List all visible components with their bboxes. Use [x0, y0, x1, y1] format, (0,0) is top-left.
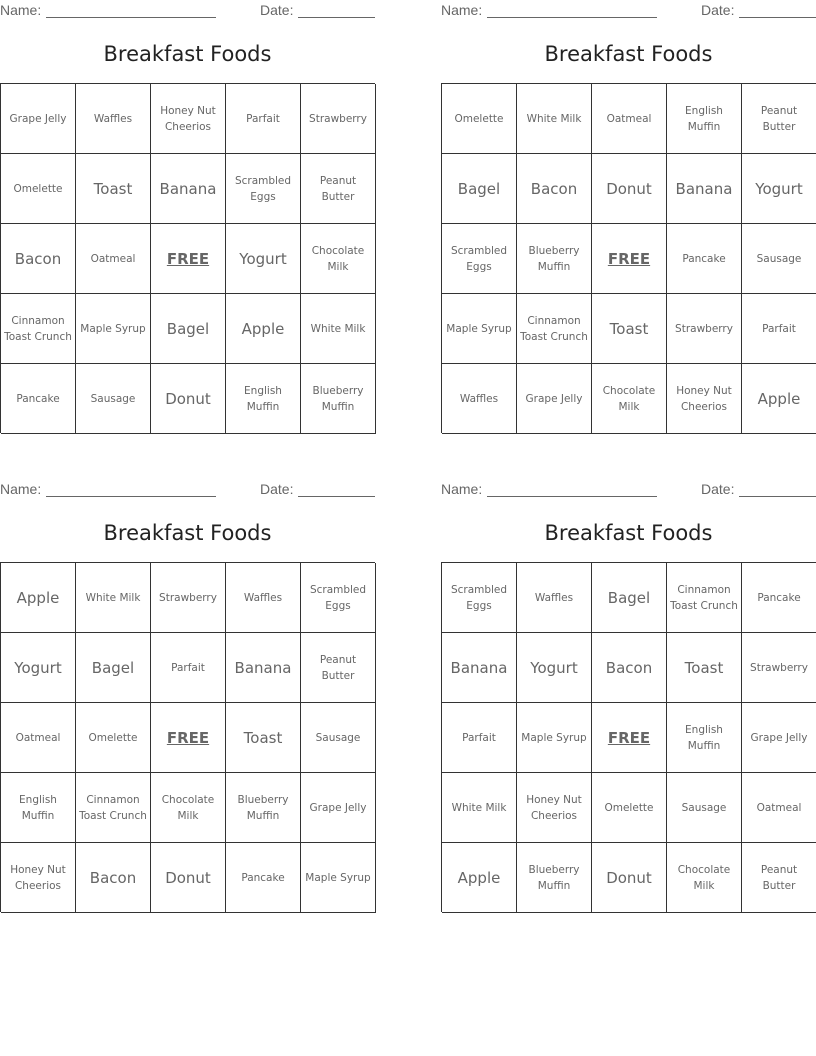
- card-title: Breakfast Foods: [103, 42, 272, 66]
- bingo-cell[interactable]: Cinnamon Toast Crunch: [1, 294, 76, 364]
- bingo-cell[interactable]: Strawberry: [742, 633, 816, 703]
- bingo-cell[interactable]: Banana: [226, 633, 301, 703]
- bingo-cell[interactable]: Chocolate Milk: [667, 843, 742, 913]
- bingo-cell[interactable]: Parfait: [226, 84, 301, 154]
- name-date-row: [441, 2, 816, 20]
- bingo-cell[interactable]: Omelette: [592, 773, 667, 843]
- bingo-cell[interactable]: Pancake: [667, 224, 742, 294]
- bingo-cell[interactable]: Peanut Butter: [301, 154, 376, 224]
- bingo-cell[interactable]: Omelette: [76, 703, 151, 773]
- name-label: Name:: [0, 481, 42, 497]
- bingo-cell[interactable]: Pancake: [226, 843, 301, 913]
- name-label: Name:: [0, 2, 42, 18]
- bingo-cell[interactable]: Honey Nut Cheerios: [1, 843, 76, 913]
- bingo-cell[interactable]: Strawberry: [151, 563, 226, 633]
- bingo-cell[interactable]: Maple Syrup: [517, 703, 592, 773]
- bingo-cell[interactable]: Honey Nut Cheerios: [667, 364, 742, 434]
- bingo-cell[interactable]: Scrambled Eggs: [226, 154, 301, 224]
- bingo-cell[interactable]: Scrambled Eggs: [442, 563, 517, 633]
- bingo-cell[interactable]: Oatmeal: [742, 773, 816, 843]
- bingo-cell[interactable]: Sausage: [742, 224, 816, 294]
- bingo-grid: [441, 562, 816, 912]
- name-blank-line[interactable]: [46, 496, 216, 497]
- bingo-cell[interactable]: Blueberry Muffin: [517, 843, 592, 913]
- bingo-cell[interactable]: Waffles: [76, 84, 151, 154]
- date-label: Date:: [260, 481, 294, 497]
- free-space[interactable]: FREE: [151, 224, 226, 294]
- bingo-cell[interactable]: Apple: [442, 843, 517, 913]
- name-blank-line[interactable]: [487, 17, 657, 18]
- bingo-cell[interactable]: Honey Nut Cheerios: [517, 773, 592, 843]
- bingo-cell[interactable]: Yogurt: [517, 633, 592, 703]
- bingo-cell[interactable]: Chocolate Milk: [301, 224, 376, 294]
- bingo-cell[interactable]: Cinnamon Toast Crunch: [517, 294, 592, 364]
- bingo-cell[interactable]: Bacon: [592, 633, 667, 703]
- bingo-cell[interactable]: Bacon: [517, 154, 592, 224]
- bingo-cell[interactable]: English Muffin: [667, 84, 742, 154]
- bingo-cell[interactable]: Parfait: [442, 703, 517, 773]
- bingo-cell[interactable]: Parfait: [742, 294, 816, 364]
- bingo-cell[interactable]: English Muffin: [226, 364, 301, 434]
- card-title: Breakfast Foods: [544, 42, 713, 66]
- date-blank-line[interactable]: [739, 17, 816, 18]
- bingo-cell[interactable]: Toast: [226, 703, 301, 773]
- bingo-grid: [0, 83, 375, 433]
- bingo-cell[interactable]: Pancake: [1, 364, 76, 434]
- bingo-cell[interactable]: Maple Syrup: [301, 843, 376, 913]
- name-blank-line[interactable]: [487, 496, 657, 497]
- name-label: Name:: [441, 481, 483, 497]
- bingo-cell[interactable]: Bacon: [1, 224, 76, 294]
- bingo-grid: [0, 562, 375, 912]
- bingo-cell[interactable]: English Muffin: [1, 773, 76, 843]
- bingo-cell[interactable]: Banana: [442, 633, 517, 703]
- bingo-cell[interactable]: Oatmeal: [592, 84, 667, 154]
- bingo-cell[interactable]: Sausage: [76, 364, 151, 434]
- bingo-cell[interactable]: English Muffin: [667, 703, 742, 773]
- bingo-cell[interactable]: Chocolate Milk: [592, 364, 667, 434]
- bingo-cell[interactable]: Waffles: [226, 563, 301, 633]
- bingo-cell[interactable]: Oatmeal: [76, 224, 151, 294]
- bingo-cell[interactable]: Maple Syrup: [76, 294, 151, 364]
- date-blank-line[interactable]: [298, 17, 375, 18]
- bingo-cell[interactable]: Toast: [667, 633, 742, 703]
- bingo-cell[interactable]: Yogurt: [1, 633, 76, 703]
- bingo-cell[interactable]: Grape Jelly: [1, 84, 76, 154]
- bingo-cell[interactable]: Waffles: [517, 563, 592, 633]
- bingo-cell[interactable]: Toast: [592, 294, 667, 364]
- name-date-row: [0, 481, 375, 499]
- bingo-cell[interactable]: Peanut Butter: [742, 843, 816, 913]
- bingo-cell[interactable]: Blueberry Muffin: [517, 224, 592, 294]
- bingo-cell[interactable]: Grape Jelly: [517, 364, 592, 434]
- bingo-cell[interactable]: Blueberry Muffin: [301, 364, 376, 434]
- bingo-cell[interactable]: Bagel: [151, 294, 226, 364]
- date-label: Date:: [701, 2, 735, 18]
- bingo-cell[interactable]: White Milk: [76, 563, 151, 633]
- bingo-cell[interactable]: Strawberry: [667, 294, 742, 364]
- bingo-cell[interactable]: Apple: [742, 364, 816, 434]
- bingo-cell[interactable]: White Milk: [442, 773, 517, 843]
- bingo-cell[interactable]: Strawberry: [301, 84, 376, 154]
- bingo-cell[interactable]: Bacon: [76, 843, 151, 913]
- date-blank-line[interactable]: [298, 496, 375, 497]
- bingo-cell[interactable]: Omelette: [1, 154, 76, 224]
- bingo-cell[interactable]: Yogurt: [742, 154, 816, 224]
- bingo-grid: [441, 83, 816, 433]
- bingo-cell[interactable]: Toast: [76, 154, 151, 224]
- bingo-cell[interactable]: Grape Jelly: [742, 703, 816, 773]
- bingo-cell[interactable]: White Milk: [517, 84, 592, 154]
- card-title: Breakfast Foods: [103, 521, 272, 545]
- bingo-cell[interactable]: Honey Nut Cheerios: [151, 84, 226, 154]
- free-space[interactable]: FREE: [592, 224, 667, 294]
- bingo-cell[interactable]: Bagel: [442, 154, 517, 224]
- name-blank-line[interactable]: [46, 17, 216, 18]
- name-date-row: [441, 481, 816, 499]
- bingo-cell[interactable]: Grape Jelly: [301, 773, 376, 843]
- bingo-cell[interactable]: Waffles: [442, 364, 517, 434]
- bingo-cell[interactable]: Bagel: [76, 633, 151, 703]
- bingo-cell[interactable]: Sausage: [667, 773, 742, 843]
- bingo-cell[interactable]: White Milk: [301, 294, 376, 364]
- card-title: Breakfast Foods: [544, 521, 713, 545]
- date-blank-line[interactable]: [739, 496, 816, 497]
- bingo-cell[interactable]: Chocolate Milk: [151, 773, 226, 843]
- name-label: Name:: [441, 2, 483, 18]
- bingo-cell[interactable]: Donut: [151, 843, 226, 913]
- bingo-cell[interactable]: Bagel: [592, 563, 667, 633]
- bingo-cell[interactable]: Blueberry Muffin: [226, 773, 301, 843]
- bingo-cell[interactable]: Cinnamon Toast Crunch: [667, 563, 742, 633]
- bingo-cell[interactable]: Scrambled Eggs: [301, 563, 376, 633]
- bingo-cell[interactable]: Maple Syrup: [442, 294, 517, 364]
- bingo-cell[interactable]: Oatmeal: [1, 703, 76, 773]
- bingo-cell[interactable]: Banana: [667, 154, 742, 224]
- free-space[interactable]: FREE: [151, 703, 226, 773]
- bingo-cell[interactable]: Omelette: [442, 84, 517, 154]
- bingo-cell[interactable]: Cinnamon Toast Crunch: [76, 773, 151, 843]
- bingo-cell[interactable]: Donut: [592, 843, 667, 913]
- date-label: Date:: [260, 2, 294, 18]
- bingo-cell[interactable]: Apple: [226, 294, 301, 364]
- date-label: Date:: [701, 481, 735, 497]
- bingo-cell[interactable]: Donut: [151, 364, 226, 434]
- bingo-cell[interactable]: Banana: [151, 154, 226, 224]
- bingo-cell[interactable]: Apple: [1, 563, 76, 633]
- bingo-cell[interactable]: Pancake: [742, 563, 816, 633]
- bingo-cell[interactable]: Peanut Butter: [742, 84, 816, 154]
- bingo-cell[interactable]: Yogurt: [226, 224, 301, 294]
- bingo-cell[interactable]: Scrambled Eggs: [442, 224, 517, 294]
- bingo-cell[interactable]: Parfait: [151, 633, 226, 703]
- bingo-cell[interactable]: Sausage: [301, 703, 376, 773]
- free-space[interactable]: FREE: [592, 703, 667, 773]
- bingo-cell[interactable]: Peanut Butter: [301, 633, 376, 703]
- bingo-cell[interactable]: Donut: [592, 154, 667, 224]
- name-date-row: [0, 2, 375, 20]
